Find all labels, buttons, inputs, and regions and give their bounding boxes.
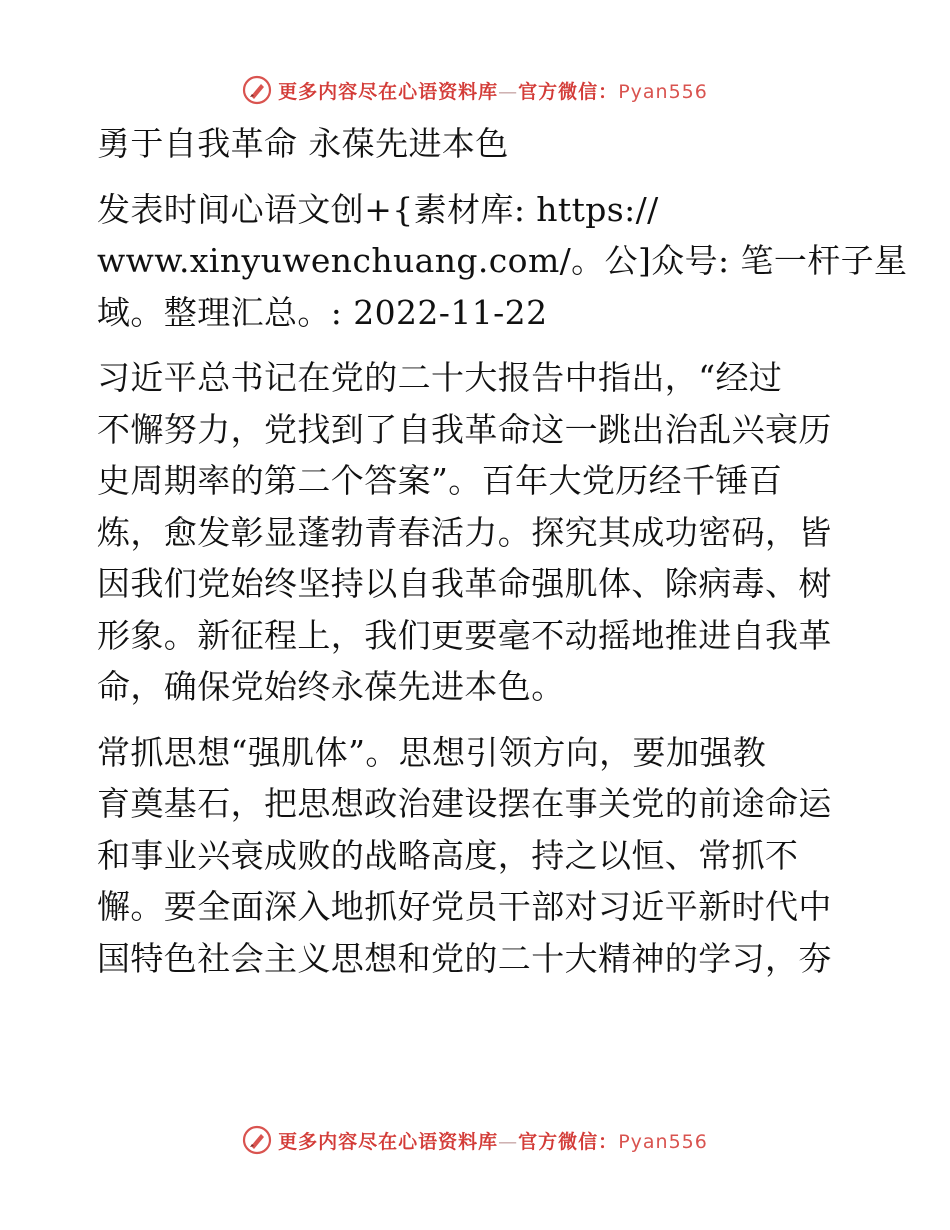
meta-line: www.xinyuwenchuang.com/。公]众号: 笔一杆子星 [97,241,908,280]
paragraph-line: 史周期率的第二个答案”。百年大党历经千锤百 [97,461,783,500]
page-title: 勇于自我革命 永葆先进本色 [97,124,509,163]
pen-logo-icon [242,1125,272,1155]
paragraph-2 [97,727,852,985]
paragraph-line: 和事业兴衰成败的战略高度，持之以恒、常抓不 [97,835,799,875]
paragraph-1 [97,352,852,713]
meta-block [97,184,908,339]
footer-banner [0,1120,950,1160]
paragraph-line: 国特色社会主义思想和党的二十大精神的学习，夯 [97,938,832,978]
meta-line: 域。整理汇总。: 2022-11-22 [97,292,548,332]
paragraph-line: 育奠基石，把思想政治建设摆在事关党的前途命运 [97,784,832,823]
header-banner [0,70,950,110]
document-content [97,118,908,984]
paragraph-line: 常抓思想“强肌体”。思想引领方向，要加强教 [97,732,767,772]
paragraph-line: 命，确保党始终永葆先进本色。 [97,667,565,706]
paragraph-line: 懈。要全面深入地抓好党员干部对习近平新时代中 [97,887,832,926]
paragraph-line: 习近平总书记在党的二十大报告中指出，“经过 [97,358,783,397]
paragraph-line: 不懈努力，党找到了自我革命这一跳出治乱兴衰历 [97,409,832,449]
meta-line: 发表时间心语文创+{素材库: https:// [97,189,659,229]
pen-logo-icon [242,75,272,105]
paragraph-line: 炼，愈发彰显蓬勃青春活力。探究其成功密码，皆 [97,512,832,552]
wechat-id: Pyan556 [618,80,708,103]
wechat-id: Pyan556 [618,1130,708,1153]
banner-text: 更多内容尽在心语资料库—官方微信：Pyan556 [278,80,708,103]
banner-text: 更多内容尽在心语资料库—官方微信：Pyan556 [278,1130,708,1153]
paragraph-line: 形象。新征程上，我们更要毫不动摇地推进自我革 [97,615,832,655]
paragraph-line: 因我们党始终坚持以自我革命强肌体、除病毒、树 [97,564,832,603]
